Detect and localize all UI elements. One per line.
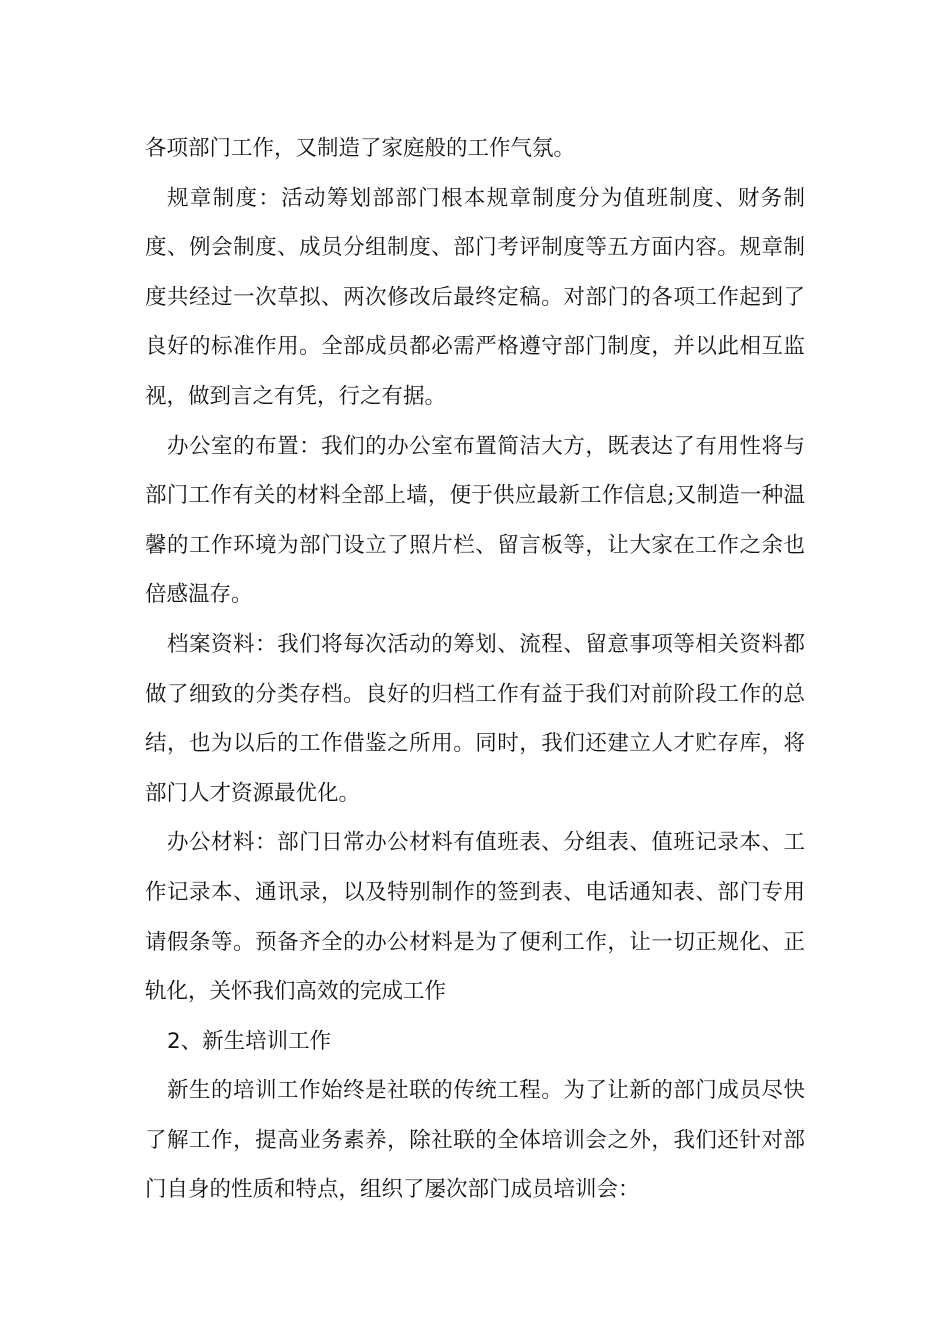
document-page [145, 124, 805, 1215]
paragraph-office-layout: 办公室的布置：我们的办公室布置简洁大方，既表达了有用性将与部门工作有关的材料全部上墙，便于供应最新工作信息;又制造一种温馨的工作环境为部门设立了照片栏、留言板等，让大家在工作之余也倍感温存。 [145, 433, 805, 608]
paragraph-archives: 档案资料：我们将每次活动的筹划、流程、留意事项等相关资料都做了细致的分类存档。良好的归档工作有益于我们对前阶段工作的总结，也为以后的工作借鉴之所用。同时，我们还建立人才贮存库，将部门人才资源最优化。 [145, 631, 805, 806]
paragraph-continuation: 各项部门工作，又制造了家庭般的工作气氛。 [145, 136, 576, 161]
section-heading: 2、新生培训工作 [167, 1028, 332, 1054]
paragraph-new-member-training: 新生的培训工作始终是社联的传统工程。为了让新的部门成员尽快了解工作，提高业务素养，除社联的全体培训会之外，我们还针对部门自身的性质和特点，组织了屡次部门成员培训会： [145, 1078, 805, 1203]
paragraph-rules-system: 规章制度：活动筹划部部门根本规章制度分为值班制度、财务制度、例会制度、成员分组制度、部门考评制度等五方面内容。规章制度共经过一次草拟、两次修改后最终定稿。对部门的各项工作起到了良好的标准作用。全部成员都必需严格遵守部门制度，并以此相互监视，做到言之有凭，行之有据。 [145, 185, 805, 409]
paragraph-office-materials: 办公材料：部门日常办公材料有值班表、分组表、值班记录本、工作记录本、通讯录，以及特别制作的签到表、电话通知表、部门专用请假条等。预备齐全的办公材料是为了便利工作，让一切正规化、正轨化，关怀我们高效的完成工作 [145, 830, 805, 1005]
